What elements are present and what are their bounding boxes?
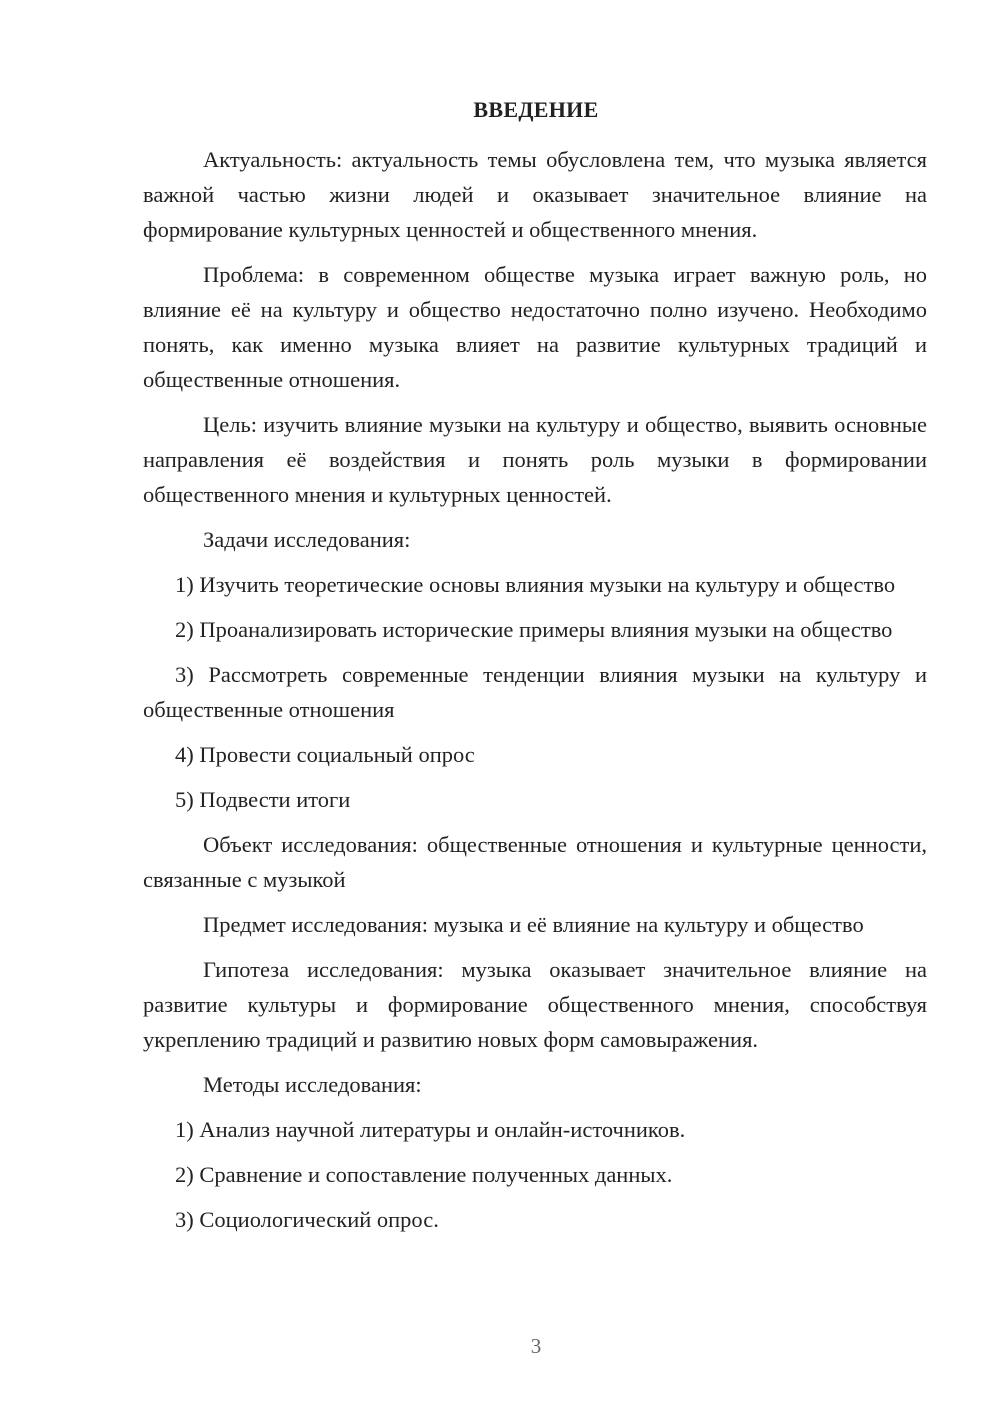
task-item-3: 3) Рассмотреть современные тенденции влияния музыки на культуру и общественные отношения [143, 662, 927, 722]
paragraph-object: Объект исследования: общественные отношения и культурные ценности, связанные с музыкой [143, 832, 927, 892]
paragraph-hypothesis: Гипотеза исследования: музыка оказывает значительное влияние на развитие культуры и формирование общественного мнения, способствуя укреплению традиций и развитию новых форм самовыражения. [143, 957, 927, 1052]
task-item-2: 2) Проанализировать исторические примеры влияния музыки на общество [175, 617, 893, 642]
paragraph-problem: Проблема: в современном обществе музыка играет важную роль, но влияние её на культуру и общество недостаточно полно изучено. Необходимо понять, как именно музыка влияет на развитие культурных традиций и общественные отношения. [143, 262, 927, 392]
paragraph-goal: Цель: изучить влияние музыки на культуру и общество, выявить основные направления её воздействия и понять роль музыки в формировании общественного мнения и культурных ценностей. [143, 412, 927, 507]
method-item-2: 2) Сравнение и сопоставление полученных данных. [175, 1162, 673, 1187]
section-title: ВВЕДЕНИЕ [473, 97, 599, 122]
heading-methods: Методы исследования: [203, 1072, 422, 1097]
paragraph-subject: Предмет исследования: музыка и её влияние на культуру и общество [203, 912, 864, 937]
page-number: 3 [530, 1334, 542, 1358]
heading-tasks: Задачи исследования: [203, 527, 411, 552]
method-item-1: 1) Анализ научной литературы и онлайн-источников. [175, 1117, 686, 1142]
task-item-5: 5) Подвести итоги [175, 787, 351, 812]
task-item-4: 4) Провести социальный опрос [175, 742, 475, 767]
document-body [143, 142, 927, 1247]
method-item-3: 3) Социологический опрос. [175, 1207, 439, 1232]
paragraph-relevance: Актуальность: актуальность темы обусловлена тем, что музыка является важной частью жизни людей и оказывает значительное влияние на формирование культурных ценностей и общественного мнения. [143, 147, 927, 242]
task-item-1: 1) Изучить теоретические основы влияния музыки на культуру и общество [175, 572, 896, 597]
